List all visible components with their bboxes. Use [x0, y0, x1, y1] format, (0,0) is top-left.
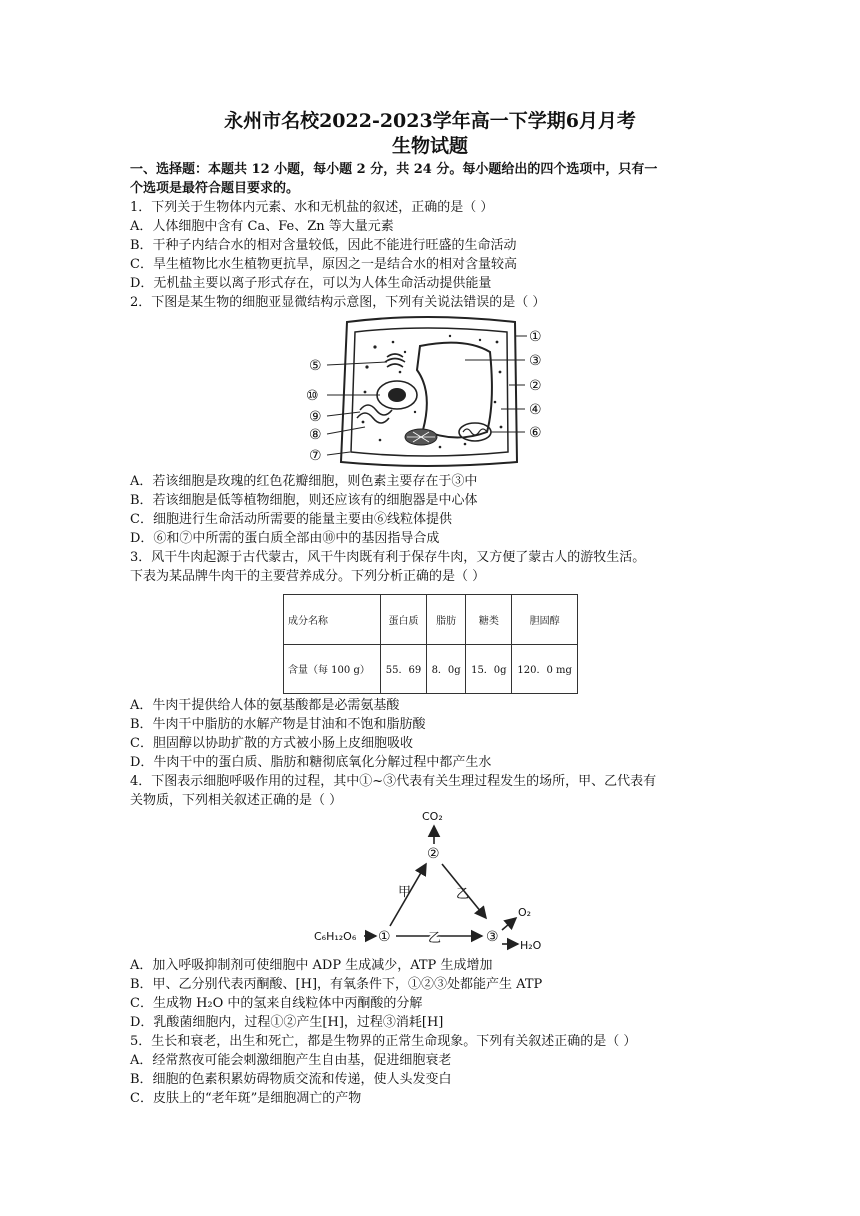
section-heading-line1: 一、选择题：本题共 12 小题，每小题 2 分，共 24 分。每小题给出的四个选项中，只有一	[130, 162, 658, 177]
q2-option-a: A．若该细胞是玫瑰的红色花瓣细胞，则色素主要存在于③中	[130, 474, 478, 489]
q4-stem-line2: 关物质，下列相关叙述正确的是（ ）	[130, 793, 343, 808]
q3-stem-line1: 3．风干牛肉起源于古代蒙古，风干牛肉既有利于保存牛肉，又方便了蒙古人的游牧生活。	[130, 550, 646, 565]
label-7: ⑦	[309, 448, 322, 464]
q4-option-d: D．乳酸菌细胞内，过程①②产生[H]，过程③消耗[H]	[130, 1015, 444, 1030]
o2-label: O₂	[518, 906, 532, 919]
q2-option-b: B．若该细胞是低等植物细胞，则还应该有的细胞器是中心体	[130, 493, 478, 508]
q3-option-b: B．牛肉干中脂肪的水解产物是甘油和不饱和脂肪酸	[130, 717, 426, 732]
table-header-cell: 糖类	[466, 595, 512, 645]
q1-option-a: A．人体细胞中含有 Ca、Fe、Zn 等大量元素	[130, 219, 394, 234]
q4-option-c: C．生成物 H₂O 中的氢来自线粒体中丙酮酸的分解	[130, 996, 423, 1011]
exam-title: 永州市名校2022-2023学年高一下学期6月月考	[224, 110, 636, 132]
table-cell: 55．69	[381, 644, 427, 694]
table-cell: 15．0g	[466, 644, 512, 694]
label-4: ④	[529, 402, 542, 418]
site-2-label: ②	[427, 846, 440, 862]
q3-option-c: C．胆固醇以协助扩散的方式被小肠上皮细胞吸收	[130, 736, 413, 751]
label-3: ③	[529, 353, 542, 369]
yi-label-lower: 乙	[428, 931, 442, 946]
co2-label: CO₂	[422, 810, 443, 823]
yi-label-upper: 乙	[456, 887, 470, 902]
respiration-diagram	[310, 806, 560, 954]
q4-option-a: A．加入呼吸抑制剂可使细胞中 ADP 生成减少，ATP 生成增加	[130, 958, 493, 973]
site-3-label: ③	[486, 929, 499, 945]
q2-stem: 2．下图是某生物的细胞亚显微结构示意图，下列有关说法错误的是（ ）	[130, 295, 546, 310]
plant-cell-diagram	[305, 312, 555, 467]
label-2: ②	[529, 378, 542, 394]
q4-option-b: B．甲、乙分别代表丙酮酸、[H]，有氧条件下，①②③处都能产生 ATP	[130, 977, 543, 992]
q1-option-b: B．干种子内结合水的相对含量较低，因此不能进行旺盛的生命活动	[130, 238, 517, 253]
q3-stem-line2: 下表为某品牌牛肉干的主要营养成分。下列分析正确的是（ ）	[130, 569, 486, 584]
q4-stem-line1: 4．下图表示细胞呼吸作用的过程，其中①~③代表有关生理过程发生的场所，甲、乙代表有	[130, 774, 657, 789]
table-header-cell: 蛋白质	[381, 595, 427, 645]
table-header-cell: 胆固醇	[512, 595, 578, 645]
label-8: ⑧	[309, 427, 322, 443]
label-9: ⑨	[309, 409, 322, 425]
label-6: ⑥	[529, 425, 542, 441]
nutrition-table	[283, 594, 578, 694]
exam-subtitle: 生物试题	[391, 135, 468, 157]
q5-option-c: C．皮肤上的“老年斑”是细胞凋亡的产物	[130, 1091, 362, 1106]
q5-option-b: B．细胞的色素积累妨碍物质交流和传递，使人头发变白	[130, 1072, 452, 1087]
label-1: ①	[529, 329, 542, 345]
table-cell: 8．0g	[426, 644, 465, 694]
site-1-label: ①	[378, 929, 391, 945]
q1-option-c: C．旱生植物比水生植物更抗旱，原因之一是结合水的相对含量较高	[130, 257, 517, 272]
jia-label: 甲	[398, 885, 412, 900]
table-header-cell: 脂肪	[426, 595, 465, 645]
h2o-label: H₂O	[520, 939, 542, 952]
glucose-label: C₆H₁₂O₆	[314, 930, 357, 943]
q5-option-a: A．经常熬夜可能会刺激细胞产生自由基，促进细胞衰老	[130, 1053, 452, 1068]
q1-stem: 1．下列关于生物体内元素、水和无机盐的叙述，正确的是（ ）	[130, 200, 494, 215]
q5-stem: 5．生长和衰老，出生和死亡，都是生物界的正常生命现象。下列有关叙述正确的是（ ）	[130, 1034, 637, 1049]
section-heading-line2: 个选项是最符合题目要求的。	[130, 181, 300, 196]
q3-option-a: A．牛肉干提供给人体的氨基酸都是必需氨基酸	[130, 698, 400, 713]
table-header-row	[284, 595, 578, 645]
q3-option-d: D．牛肉干中的蛋白质、脂肪和糖彻底氧化分解过程中都产生水	[130, 755, 492, 770]
table-cell: 含量（每 100 g）	[284, 644, 381, 694]
table-cell: 120．0 mg	[512, 644, 578, 694]
label-5: ⑤	[309, 358, 322, 374]
q1-option-d: D．无机盐主要以离子形式存在，可以为人体生命活动提供能量	[130, 276, 492, 291]
q2-option-c: C．细胞进行生命活动所需要的能量主要由⑥线粒体提供	[130, 512, 452, 527]
label-10: ⑩	[306, 388, 319, 404]
table-header-cell: 成分名称	[284, 595, 381, 645]
table-row	[284, 644, 578, 694]
q2-option-d: D．⑥和⑦中所需的蛋白质全部由⑩中的基因指导合成	[130, 531, 440, 546]
